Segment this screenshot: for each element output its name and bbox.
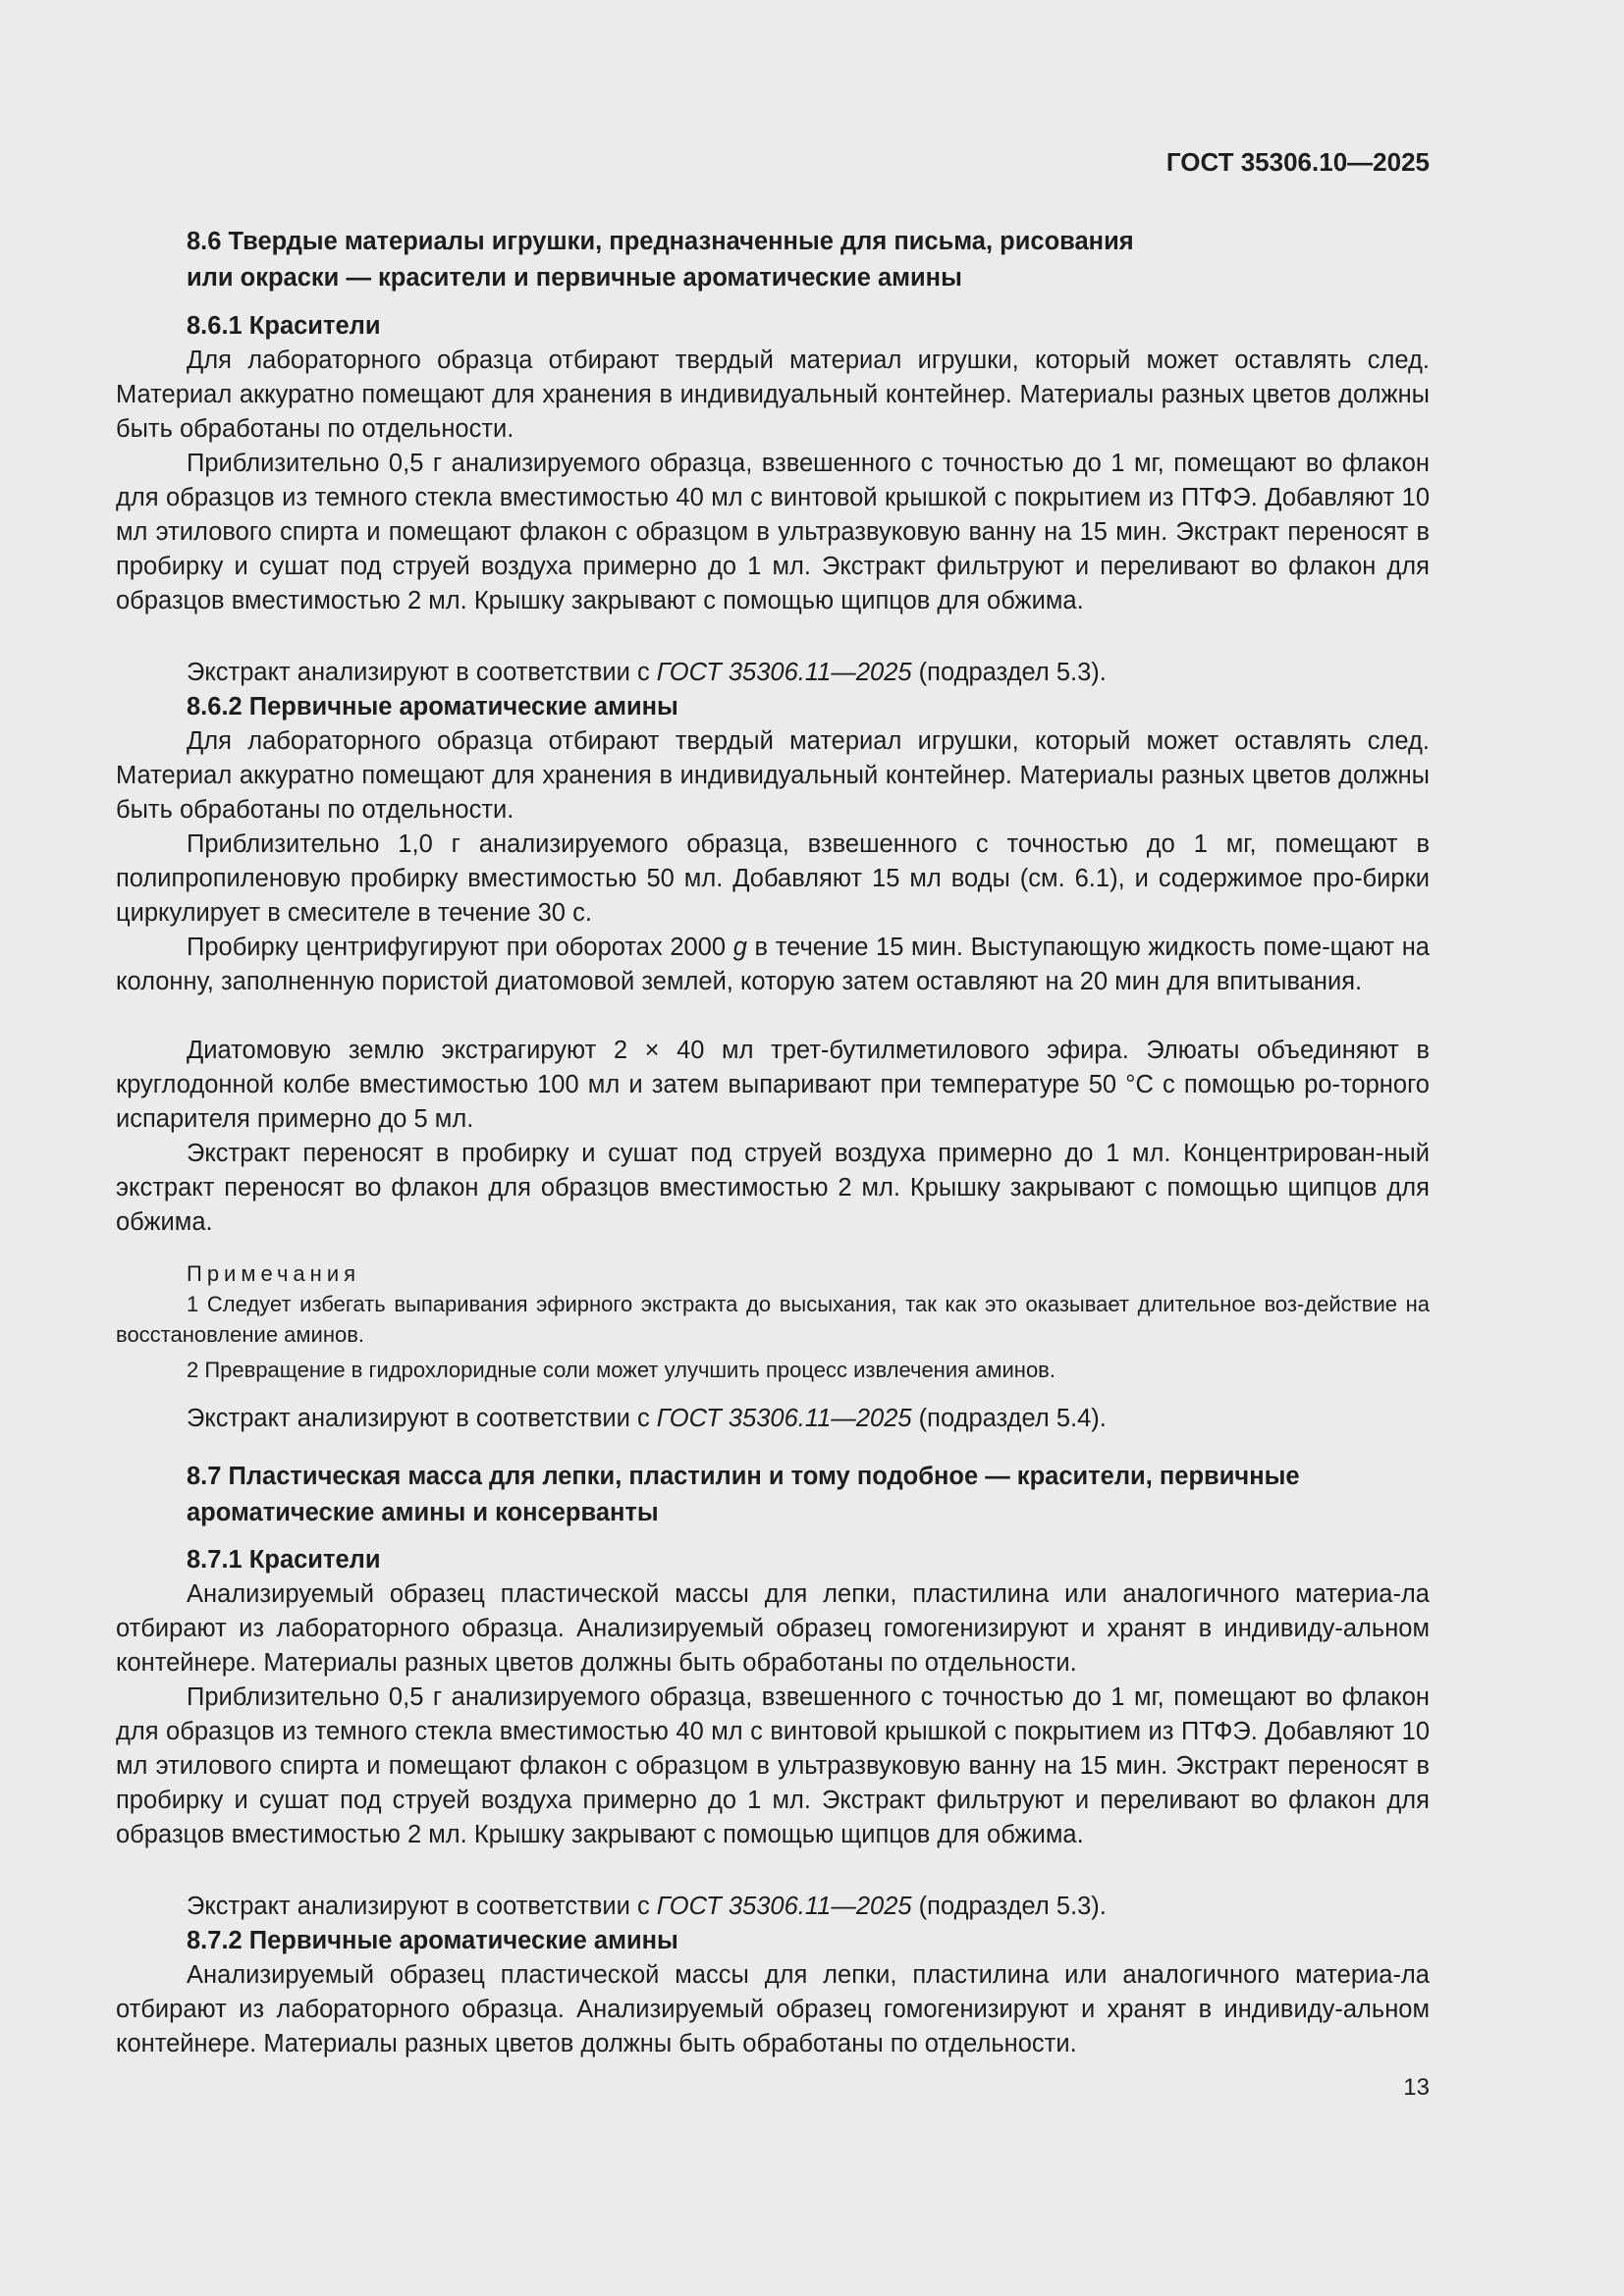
paragraph-8-7-1-c bbox=[116, 1890, 1430, 1924]
paragraph-text: (подраздел 5.3). bbox=[911, 659, 1107, 686]
section-8-7-title-line2: ароматические амины и консерванты bbox=[187, 1499, 659, 1526]
paragraph-8-6-2-b: Приблизительно 1,0 г анализируемого образца, взвешенного с точностью до 1 мг, помещают в полипропиленовую пробирку вместимостью 50 мл. Добавляют 15 мл воды (см. 6.1), и содержимое про-бирки циркулирует в смесителе в течение 30 с. bbox=[116, 830, 1430, 927]
section-8-7-1-title: 8.7.1 Красители bbox=[187, 1546, 381, 1574]
standard-reference: ГОСТ 35306.11—2025 bbox=[656, 1405, 912, 1432]
paragraph-8-6-2-a: Для лабораторного образца отбирают твердый материал игрушки, который может оставлять след. Материал аккуратно помещают для хранения в индивидуальный контейнер. Материалы разных цветов должны быть обработаны по отдельности. bbox=[116, 727, 1430, 824]
paragraph-8-6-2-c bbox=[116, 931, 1430, 999]
note-1: 1 Следует избегать выпаривания эфирного экстракта до высыхания, так как это оказывает длительное воз-действие на восстановление аминов. bbox=[116, 1292, 1430, 1347]
section-8-7-title-line1: 8.7 Пластическая масса для лепки, пластилин и тому подобное — красители, первичные bbox=[187, 1463, 1300, 1490]
standard-reference: ГОСТ 35306.11—2025 bbox=[656, 1893, 912, 1920]
paragraph-8-6-2-f bbox=[116, 1402, 1430, 1436]
paragraph-8-6-1-c bbox=[116, 656, 1430, 690]
paragraph-8-7-2-a: Анализируемый образец пластической массы для лепки, пластилина или аналогичного материа-ла отбирают из лабораторного образца. Анализируемый образец гомогенизируют и хранят в индивиду-альном контейнере. Материалы разных цветов должны быть обработаны по отдельности. bbox=[116, 1961, 1430, 2057]
paragraph-8-6-1-a: Для лабораторного образца отбирают твердый материал игрушки, который может оставлять след. Материал аккуратно помещают для хранения в индивидуальный контейнер. Материалы разных цветов должны быть обработаны по отдельности. bbox=[116, 347, 1430, 443]
page-number: 13 bbox=[1403, 2074, 1430, 2101]
paragraph-text: Экстракт анализируют в соответствии с bbox=[187, 659, 657, 686]
note-2: 2 Превращение в гидрохлоридные соли может улучшить процесс извлечения аминов. bbox=[187, 1358, 1056, 1382]
paragraph-8-6-2-e: Экстракт переносят в пробирку и сушат под струей воздуха примерно до 1 мл. Концентрирован-ный экстракт переносят во флакон для образцов вместимостью 2 мл. Крышку закрывают с помощью щипцов для обжима. bbox=[116, 1140, 1430, 1236]
section-8-7-title bbox=[187, 1459, 1430, 1531]
section-8-6-2-title: 8.6.2 Первичные ароматические амины bbox=[187, 693, 678, 721]
paragraph-text: (подраздел 5.3). bbox=[911, 1893, 1107, 1920]
paragraph-8-7-1-b: Приблизительно 0,5 г анализируемого образца, взвешенного с точностью до 1 мг, помещают во флакон для образцов из темного стекла вместимостью 40 мл с винтовой крышкой с покрытием из ПТФЭ. Добавляют 10 мл этилового спирта и помещают флакон с образцом в ультразвуковую ванну на 15 мин. Экстракт переносят в пробирку и сушат под струей воздуха примерно до 1 мл. Экстракт фильтруют и переливают во флакон для образцов вместимостью 2 мл. Крышку закрывают с помощью щипцов для обжима. bbox=[116, 1683, 1430, 1848]
paragraph-text: (подраздел 5.4). bbox=[911, 1405, 1107, 1432]
standard-designation: ГОСТ 35306.10—2025 bbox=[1165, 147, 1430, 177]
section-8-7-2-title: 8.7.2 Первичные ароматические амины bbox=[187, 1927, 678, 1954]
paragraph-text: в течение 15 мин. Выступающую жидкость поме-щают на колонну, заполненную пористой диатомовой землей, которую затем оставляют на 20 мин для впитывания. bbox=[116, 934, 1430, 995]
section-8-6-1-title: 8.6.1 Красители bbox=[187, 312, 381, 340]
gravity-unit: g bbox=[732, 934, 747, 961]
paragraph-8-7-1-a: Анализируемый образец пластической массы для лепки, пластилина или аналогичного материа-ла отбирают из лабораторного образца. Анализируемый образец гомогенизируют и хранят в индивиду-альном контейнере. Материалы разных цветов должны быть обработаны по отдельности. bbox=[116, 1580, 1430, 1677]
notes-heading: Примечания bbox=[187, 1261, 361, 1286]
section-8-6-title-line2: или окраски — красители и первичные ароматические амины bbox=[187, 264, 962, 292]
section-8-6-title bbox=[187, 224, 1430, 296]
paragraph-8-6-1-b: Приблизительно 0,5 г анализируемого образца, взвешенного с точностью до 1 мг, помещают во флакон для образцов из темного стекла вместимостью 40 мл с винтовой крышкой с покрытием из ПТФЭ. Добавляют 10 мл этилового спирта и помещают флакон с образцом в ультразвуковую ванну на 15 мин. Экстракт переносят в пробирку и сушат под струей воздуха примерно до 1 мл. Экстракт фильтруют и переливают во флакон для образцов вместимостью 2 мл. Крышку закрывают с помощью щипцов для обжима. bbox=[116, 450, 1430, 614]
paragraph-text: Экстракт анализируют в соответствии с bbox=[187, 1405, 657, 1432]
paragraph-8-6-2-d: Диатомовую землю экстрагируют 2 × 40 мл трет-бутилметилового эфира. Элюаты объединяют в круглодонной колбе вместимостью 100 мл и затем выпаривают при температуре 50 °С с помощью ро-торного испарителя примерно до 5 мл. bbox=[116, 1037, 1430, 1133]
paragraph-text: Экстракт анализируют в соответствии с bbox=[187, 1893, 657, 1920]
section-8-6-title-line1: 8.6 Твердые материалы игрушки, предназначенные для письма, рисования bbox=[187, 228, 1134, 255]
paragraph-text: Пробирку центрифугируют при оборотах 2000 bbox=[187, 934, 733, 961]
standard-reference: ГОСТ 35306.11—2025 bbox=[656, 659, 912, 686]
